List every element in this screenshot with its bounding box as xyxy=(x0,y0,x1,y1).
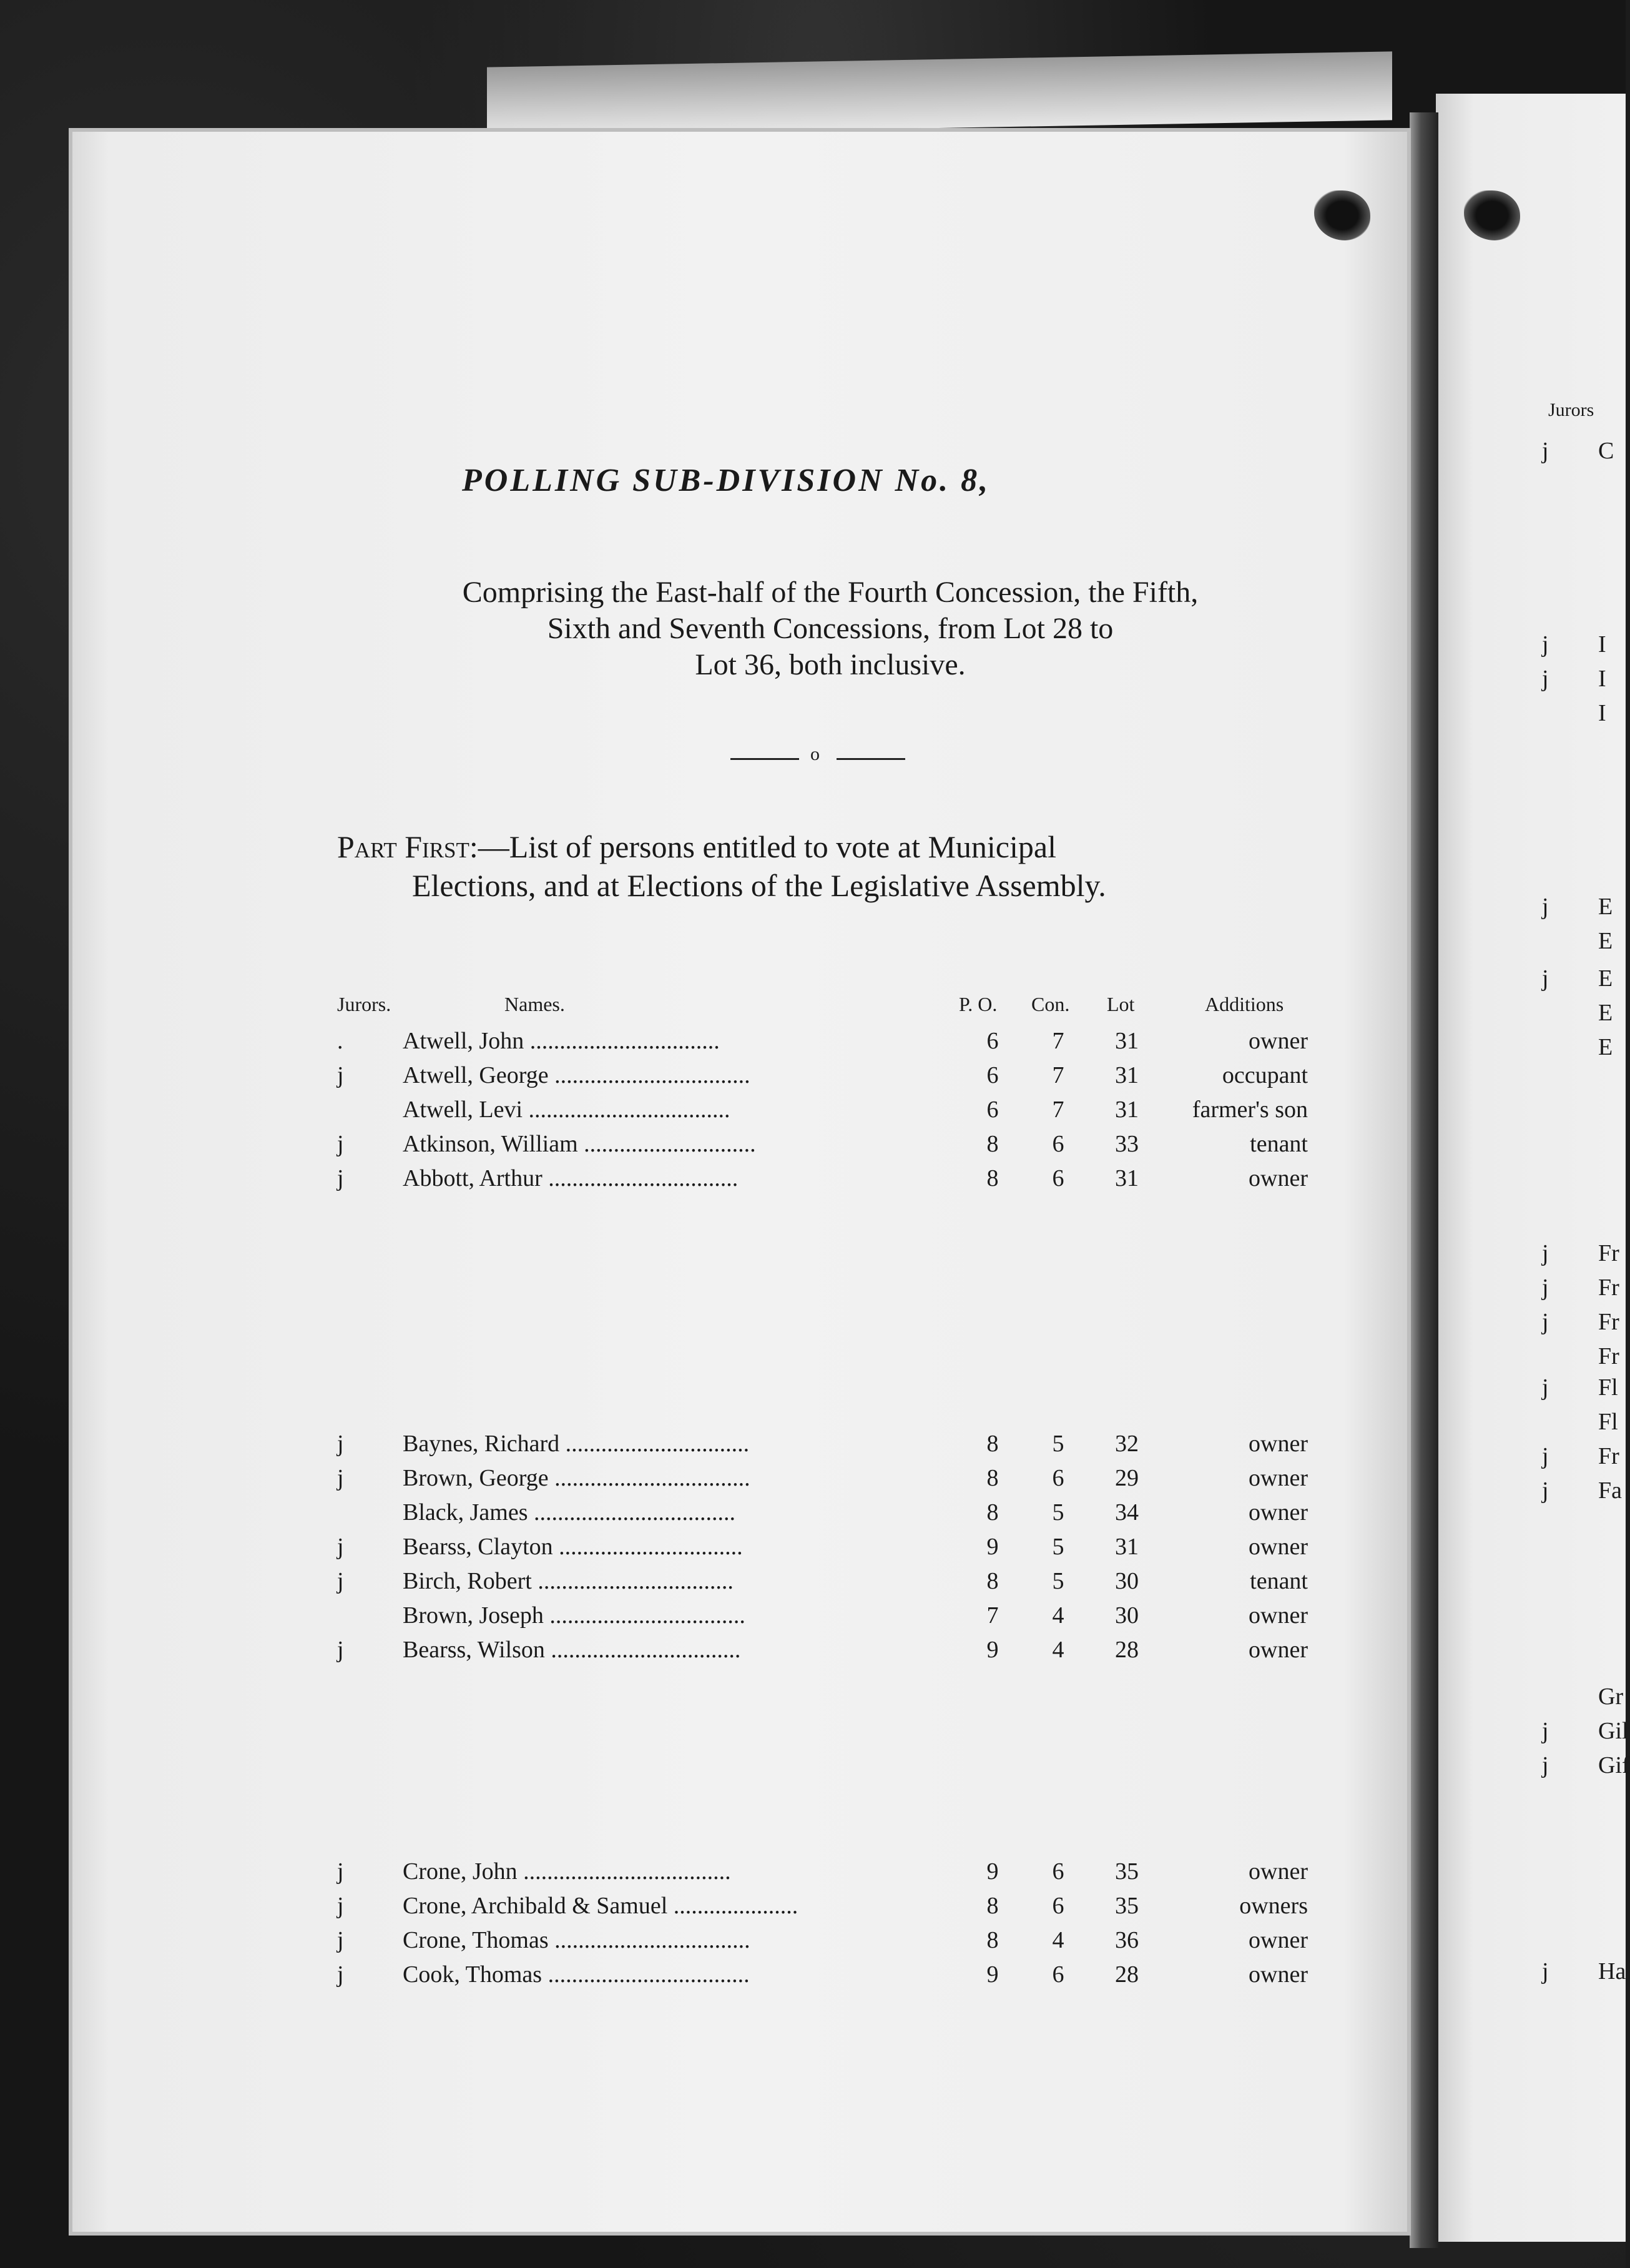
juror-mark: j xyxy=(337,1568,344,1594)
voter-name-fragment: Fr xyxy=(1598,1309,1619,1335)
juror-mark: j xyxy=(1542,1374,1549,1401)
voter-name: Baynes, Richard ............................... xyxy=(403,1431,750,1457)
post-office: 9 xyxy=(986,1858,999,1885)
header-additions: Additions xyxy=(1205,993,1284,1015)
table-row xyxy=(0,1636,1411,1670)
post-office: 9 xyxy=(986,1637,999,1663)
addition: owner xyxy=(1249,1165,1308,1191)
description xyxy=(331,574,1330,683)
part-text: Elections, and at Elections of the Legislative Assembly. xyxy=(412,868,1106,903)
table-row xyxy=(0,1464,1411,1499)
lot-number: 32 xyxy=(1115,1431,1139,1457)
post-office: 6 xyxy=(986,1097,999,1123)
voter-name: Black, James .................................. xyxy=(403,1499,736,1526)
addition: owner xyxy=(1249,1602,1308,1629)
juror-mark: j xyxy=(1542,1718,1549,1744)
concession: 4 xyxy=(1052,1602,1064,1629)
concession: 6 xyxy=(1052,1131,1064,1157)
addition: owner xyxy=(1249,1028,1308,1054)
voter-name: Brown, George ................................. xyxy=(403,1465,750,1491)
description-line: Sixth and Seventh Concessions, from Lot 28 to xyxy=(547,612,1114,645)
juror-mark: j xyxy=(337,1858,344,1885)
addition: owner xyxy=(1249,1927,1308,1953)
addition: owner xyxy=(1249,1961,1308,1988)
juror-mark: j xyxy=(337,1165,344,1191)
voter-name-fragment: I xyxy=(1598,666,1606,692)
voter-name: Atwell, Levi .................................. xyxy=(403,1097,730,1123)
concession: 5 xyxy=(1052,1431,1064,1457)
table-row xyxy=(0,1926,1411,1961)
table-row xyxy=(0,1892,1411,1926)
addition: tenant xyxy=(1250,1568,1308,1594)
voter-name-fragment: E xyxy=(1598,1034,1613,1060)
post-office: 9 xyxy=(986,1534,999,1560)
voter-name: Bearss, Clayton ............................... xyxy=(403,1534,743,1560)
post-office: 9 xyxy=(986,1961,999,1988)
addition: owner xyxy=(1249,1534,1308,1560)
addition: owners xyxy=(1239,1893,1308,1919)
voter-name-fragment: E xyxy=(1598,894,1613,920)
post-office: 7 xyxy=(986,1602,999,1629)
rule-ornament: o xyxy=(810,744,820,764)
lot-number: 31 xyxy=(1115,1534,1139,1560)
lot-number: 31 xyxy=(1115,1028,1139,1054)
voter-name-fragment: Gil xyxy=(1598,1718,1629,1744)
concession: 4 xyxy=(1052,1927,1064,1953)
juror-mark: j xyxy=(337,1893,344,1919)
voter-name: Bearss, Wilson ................................ xyxy=(403,1637,741,1663)
post-office: 8 xyxy=(986,1893,999,1919)
header-po: P. O. xyxy=(959,993,998,1015)
table-row xyxy=(0,1430,1411,1464)
concession: 7 xyxy=(1052,1097,1064,1123)
table-row xyxy=(0,1062,1411,1096)
lot-number: 31 xyxy=(1115,1097,1139,1123)
juror-mark: j xyxy=(1542,1275,1549,1301)
concession: 6 xyxy=(1052,1165,1064,1191)
voter-name: Atwell, George ................................. xyxy=(403,1062,750,1088)
voter-name: Abbott, Arthur ................................ xyxy=(403,1165,739,1191)
juror-mark: j xyxy=(1542,894,1549,920)
concession: 7 xyxy=(1052,1062,1064,1088)
voter-name-fragment: Fl xyxy=(1598,1374,1618,1401)
post-office: 8 xyxy=(986,1568,999,1594)
voter-name: Atkinson, William ............................. xyxy=(403,1131,756,1157)
concession: 6 xyxy=(1052,1465,1064,1491)
post-office: 8 xyxy=(986,1499,999,1526)
right-page-header: Jurors xyxy=(1548,400,1594,420)
juror-mark: j xyxy=(337,1431,344,1457)
concession: 6 xyxy=(1052,1858,1064,1885)
page-gutter xyxy=(1410,112,1438,2248)
concession: 7 xyxy=(1052,1028,1064,1054)
voter-name-fragment: E xyxy=(1598,1000,1613,1026)
post-office: 8 xyxy=(986,1131,999,1157)
juror-mark: j xyxy=(1542,965,1549,992)
post-office: 6 xyxy=(986,1062,999,1088)
addition: owner xyxy=(1249,1499,1308,1526)
voter-name-fragment: I xyxy=(1598,700,1606,726)
concession: 5 xyxy=(1052,1534,1064,1560)
description-line: Comprising the East-half of the Fourth Concession, the Fifth, xyxy=(462,576,1199,609)
voter-name-fragment: Fr xyxy=(1598,1240,1619,1266)
table-row xyxy=(0,1567,1411,1602)
lot-number: 35 xyxy=(1115,1858,1139,1885)
juror-mark: j xyxy=(1542,631,1549,658)
juror-mark: j xyxy=(337,1131,344,1157)
addition: owner xyxy=(1249,1858,1308,1885)
voter-name-fragment: C xyxy=(1598,438,1614,464)
voter-name: Crone, John ................................... xyxy=(403,1858,731,1885)
voter-name: Atwell, John ................................ xyxy=(403,1028,720,1054)
lot-number: 31 xyxy=(1115,1062,1139,1088)
addition: owner xyxy=(1249,1465,1308,1491)
post-office: 8 xyxy=(986,1431,999,1457)
voter-name-fragment: Ha xyxy=(1598,1958,1626,1984)
voter-name: Crone, Thomas ................................. xyxy=(403,1927,750,1953)
juror-mark: j xyxy=(1542,1752,1549,1778)
voter-name-fragment: Fr xyxy=(1598,1343,1619,1369)
table-row xyxy=(0,1027,1411,1062)
voter-name: Birch, Robert ................................. xyxy=(403,1568,734,1594)
part-heading xyxy=(337,827,1323,905)
addition: owner xyxy=(1249,1637,1308,1663)
voter-name-fragment: E xyxy=(1598,965,1613,992)
table-row xyxy=(0,1961,1411,1995)
juror-mark: j xyxy=(1542,438,1549,464)
lot-number: 30 xyxy=(1115,1602,1139,1629)
voter-name: Brown, Joseph ................................. xyxy=(403,1602,745,1629)
table-row xyxy=(0,1130,1411,1165)
lot-number: 33 xyxy=(1115,1131,1139,1157)
header-jurors: Jurors. xyxy=(337,993,391,1015)
voter-name-fragment: Gif xyxy=(1598,1752,1630,1778)
voter-name-fragment: Fr xyxy=(1598,1275,1619,1301)
post-office: 8 xyxy=(986,1165,999,1191)
addition: tenant xyxy=(1250,1131,1308,1157)
juror-mark: j xyxy=(337,1927,344,1953)
concession: 4 xyxy=(1052,1637,1064,1663)
table-row xyxy=(0,1165,1411,1199)
juror-mark: j xyxy=(337,1062,344,1088)
table-row xyxy=(0,1602,1411,1636)
voter-name-fragment: Fa xyxy=(1598,1477,1622,1504)
header-con: Con. xyxy=(1031,993,1070,1015)
addition: owner xyxy=(1249,1431,1308,1457)
part-label: Part First xyxy=(337,829,469,864)
concession: 5 xyxy=(1052,1499,1064,1526)
page-title: POLLING SUB-DIVISION No. 8, xyxy=(462,463,991,498)
rule-line xyxy=(730,758,799,760)
voter-name-fragment: I xyxy=(1598,631,1606,658)
post-office: 8 xyxy=(986,1927,999,1953)
juror-mark: j xyxy=(337,1465,344,1491)
post-office: 6 xyxy=(986,1028,999,1054)
voter-name-fragment: Fr xyxy=(1598,1443,1619,1469)
concession: 6 xyxy=(1052,1893,1064,1919)
juror-mark: j xyxy=(337,1637,344,1663)
part-text: :—List of persons entitled to vote at Municipal xyxy=(469,829,1056,864)
juror-mark: j xyxy=(1542,666,1549,692)
juror-mark: . xyxy=(337,1028,343,1054)
table-row xyxy=(0,1533,1411,1567)
header-names: Names. xyxy=(504,993,565,1015)
lot-number: 35 xyxy=(1115,1893,1139,1919)
lot-number: 29 xyxy=(1115,1465,1139,1491)
separator-rule xyxy=(730,744,905,765)
post-office: 8 xyxy=(986,1465,999,1491)
addition: occupant xyxy=(1222,1062,1308,1088)
right-page xyxy=(1436,94,1630,2242)
juror-mark: j xyxy=(1542,1240,1549,1266)
lot-number: 28 xyxy=(1115,1637,1139,1663)
lot-number: 36 xyxy=(1115,1927,1139,1953)
juror-mark: j xyxy=(337,1534,344,1560)
juror-mark: j xyxy=(337,1961,344,1988)
table-row xyxy=(0,1858,1411,1892)
table-row xyxy=(0,1096,1411,1130)
lot-number: 34 xyxy=(1115,1499,1139,1526)
juror-mark: j xyxy=(1542,1477,1549,1504)
concession: 5 xyxy=(1052,1568,1064,1594)
description-line: Lot 36, both inclusive. xyxy=(695,648,966,681)
voter-name-fragment: E xyxy=(1598,928,1613,954)
header-lot: Lot xyxy=(1107,993,1135,1015)
lot-number: 31 xyxy=(1115,1165,1139,1191)
voter-name-fragment: Gr xyxy=(1598,1684,1624,1710)
lot-number: 28 xyxy=(1115,1961,1139,1988)
table-row xyxy=(0,1499,1411,1533)
juror-mark: j xyxy=(1542,1958,1549,1984)
voter-name-fragment: Fl xyxy=(1598,1409,1618,1435)
voter-name: Cook, Thomas .................................. xyxy=(403,1961,750,1988)
lot-number: 30 xyxy=(1115,1568,1139,1594)
concession: 6 xyxy=(1052,1961,1064,1988)
voter-name: Crone, Archibald & Samuel ..................... xyxy=(403,1893,798,1919)
juror-mark: j xyxy=(1542,1443,1549,1469)
juror-mark: j xyxy=(1542,1309,1549,1335)
rule-line xyxy=(837,758,905,760)
addition: farmer's son xyxy=(1192,1097,1308,1123)
